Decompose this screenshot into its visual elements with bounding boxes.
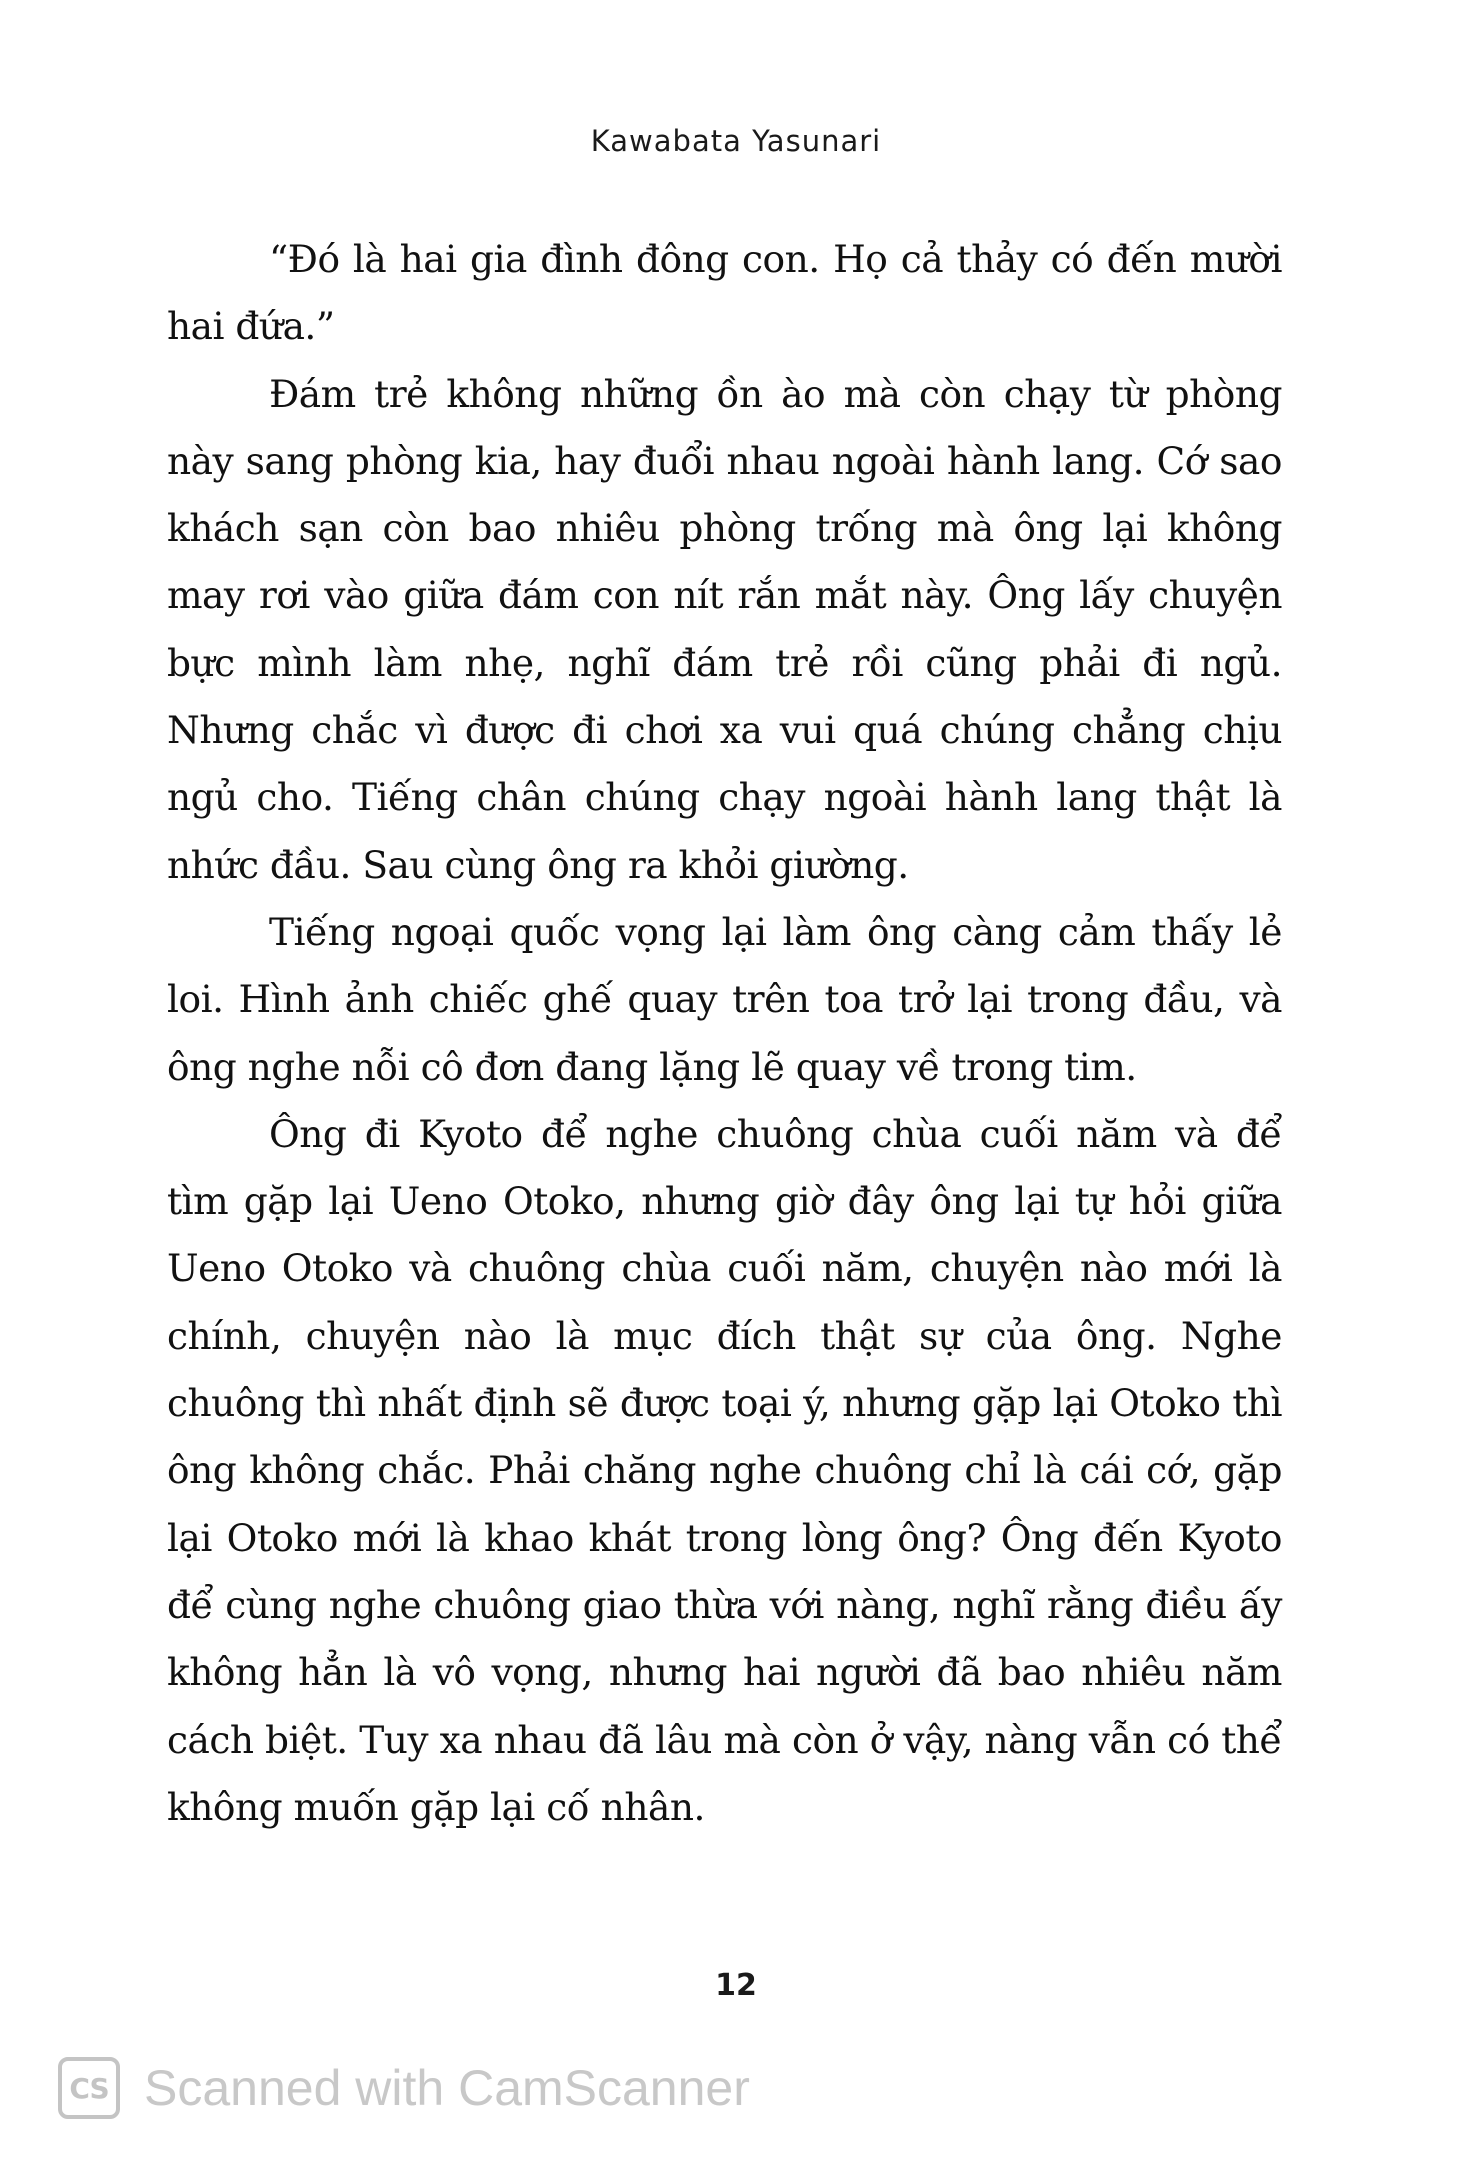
running-header-author: Kawabata Yasunari bbox=[590, 124, 882, 158]
page-number: 12 bbox=[715, 1968, 757, 2003]
body-text bbox=[167, 226, 1282, 1841]
watermark-text: Scanned with CamScanner bbox=[144, 2060, 750, 2116]
paragraph: Ông đi Kyoto để nghe chuông chùa cuối năm và để tìm gặp lại Ueno Otoko, nhưng giờ đây ông lại tự hỏi giữa Ueno Otoko và chuông chùa cuối năm, chuyện nào mới là chính, chuyện nào là mục đích thật sự của ông. Nghe chuông thì nhất định sẽ được toại ý, nhưng gặp lại Otoko thì ông không chắc. Phải chăng nghe chuông chỉ là cái cớ, gặp lại Otoko mới là khao khát trong lòng ông? Ông đến Kyoto để cùng nghe chuông giao thừa với nàng, nghĩ rằng điều ấy không hẳn là vô vọng, nhưng hai người đã bao nhiêu năm cách biệt. Tuy xa nhau đã lâu mà còn ở vậy, nàng vẫn có thể không muốn gặp lại cố nhân. bbox=[167, 1111, 1282, 1829]
camscanner-watermark bbox=[58, 2053, 750, 2123]
camscanner-logo-icon: CS bbox=[58, 2057, 120, 2119]
paragraph: Đám trẻ không những ồn ào mà còn chạy từ phòng này sang phòng kia, hay đuổi nhau ngoài hành lang. Cớ sao khách sạn còn bao nhiêu phòng trống mà ông lại không may rơi vào giữa đám con nít rắn mắt này. Ông lấy chuyện bực mình làm nhẹ, nghĩ đám trẻ rồi cũng phải đi ngủ. Nhưng chắc vì được đi chơi xa vui quá chúng chẳng chịu ngủ cho. Tiếng chân chúng chạy ngoài hành lang thật là nhức đầu. Sau cùng ông ra khỏi giường. bbox=[167, 371, 1282, 887]
paragraph: “Đó là hai gia đình đông con. Họ cả thảy có đến mười hai đứa.” bbox=[167, 237, 1282, 349]
paragraph: Tiếng ngoại quốc vọng lại làm ông càng cảm thấy lẻ loi. Hình ảnh chiếc ghế quay trên toa trở lại trong đầu, và ông nghe nỗi cô đơn đang lặng lẽ quay về trong tim. bbox=[167, 909, 1282, 1089]
